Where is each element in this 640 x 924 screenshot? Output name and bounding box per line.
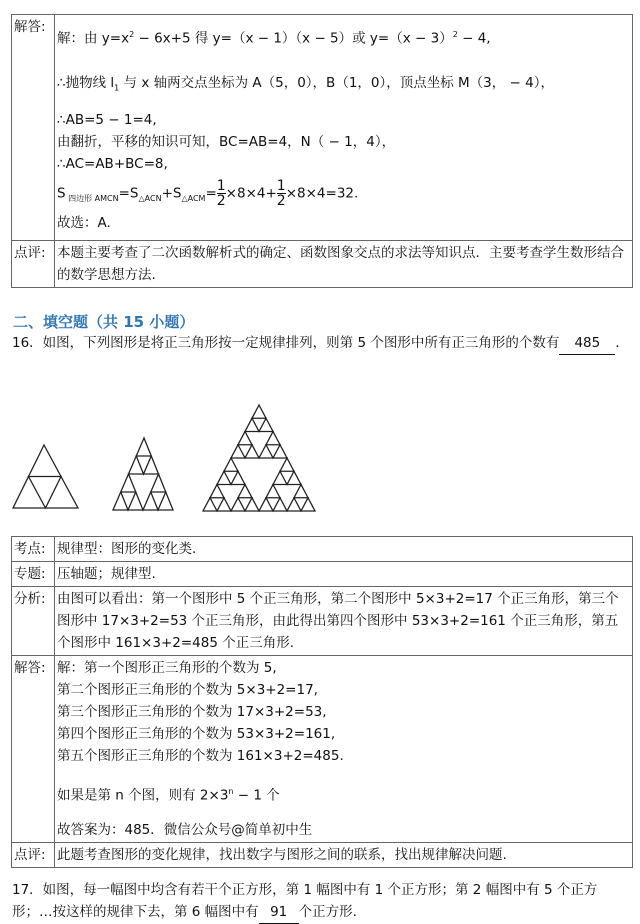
triangle	[280, 471, 294, 484]
analysis-label: 分析:	[12, 587, 55, 656]
triangle	[266, 445, 280, 458]
kaodian-label: 考点:	[12, 537, 55, 562]
comment-content: 本题主要考查了二次函数解析式的确定、函数图象交点的求法等知识点．主要考查学生数形结合的数学思想方法.	[55, 241, 633, 288]
answer-content	[55, 15, 633, 241]
answer-content	[55, 656, 633, 843]
q16-solution-table	[11, 536, 633, 868]
comment-content: 此题考查图形的变化规律，找出数字与图形之间的联系，找出规律解决问题.	[55, 842, 633, 867]
triangle	[238, 498, 252, 511]
triangle	[294, 498, 308, 511]
general-formula: 如果是第 n 个图，则有 $2\times 3^n - 1$ 个	[57, 787, 280, 804]
triangle	[238, 445, 252, 458]
answer-line: 由翻折，平移的知识可知，BC=AB=4，N（ − 1，4），	[57, 134, 396, 151]
triangle	[266, 498, 280, 511]
choice-line: 故选：A.	[57, 215, 111, 232]
triangle-pattern-figures	[0, 395, 640, 520]
answer-label: 解答:	[12, 15, 55, 241]
triangle	[121, 492, 136, 510]
comment-label: 点评:	[12, 241, 55, 288]
zhuanti-label: 专题:	[12, 562, 55, 587]
triangle	[29, 477, 62, 509]
final-answer: 故答案为：485．微信公众号@简单初中生	[57, 821, 313, 838]
answer-line: ∴AC=AB+BC=8,	[57, 156, 168, 173]
answer-line: 第二个图形正三角形的个数为 5×3+2=17,	[57, 682, 318, 698]
question-17: 17．如图，每一幅图中均含有若干个正方形，第 1 幅图中有 1 个正方形；第 2 幅图中有 5 个正方形；…按这样的规律下去，第 6 幅图中有 91 个正方形.	[12, 879, 632, 924]
zhuanti-content: 压轴题；规律型.	[55, 562, 633, 587]
answer-line: 第五个图形正三角形的个数为 161×3+2=485.	[57, 748, 344, 764]
kaodian-content: 规律型：图形的变化类.	[55, 537, 633, 562]
analysis-content: 由图可以看出：第一个图形中 5 个正三角形，第二个图形中 5×3+2=17 个正三角形，第三个图形中 17×3+2=53 个正三角形，由此得出第四个图形中 53×3+2=161 个正三角形，第五个图形中 161×3+2=485 个正三角形.	[55, 587, 633, 656]
answer-line: ∴AB=5 − 1=4,	[57, 112, 157, 129]
triangle	[136, 456, 151, 474]
answer-line: 第四个图形正三角形的个数为 53×3+2=161,	[57, 726, 336, 742]
fraction: $\frac{1}{2}$	[216, 178, 226, 210]
fraction: $\frac{1}{2}$	[276, 178, 286, 210]
section-heading: 二、填空题（共 15 小题）	[13, 313, 195, 331]
triangle	[224, 471, 238, 484]
answer-label: 解答:	[12, 656, 55, 843]
answer-line: 解：第一个图形正三角形的个数为 5,	[57, 660, 277, 676]
triangle	[151, 492, 166, 510]
triangle	[252, 418, 266, 431]
answer-blank: 91	[259, 901, 299, 924]
answer-line: ∴抛物线 $l_1$ 与 x 轴两交点坐标为 A（5，0），B（1，0），顶点坐标 M（3， − 4），	[57, 74, 555, 93]
q15-solution-table	[11, 14, 633, 288]
triangle	[210, 498, 224, 511]
area-formula: S $_{四边形 AMCN}=S_{\triangle ACN}+S_{\triangle ACM}=$ $\frac{1}{2}$ ×8×4+ $\frac{1}{2}$ ×8×4=32.	[57, 178, 359, 210]
answer-line: 解：由 $y=x^2 - 6x+5$ 得 y=（x − 1）（x − 5）或 $y=(x - 3)^2 - 4$,	[57, 30, 491, 47]
comment-label: 点评:	[12, 842, 55, 867]
answer-blank: 485	[559, 332, 615, 355]
question-16: 16．如图，下列图形是将正三角形按一定规律排列，则第 5 个图形中所有正三角形的个数有 485 ．	[12, 332, 632, 355]
answer-line: 第三个图形正三角形的个数为 17×3+2=53,	[57, 704, 327, 720]
